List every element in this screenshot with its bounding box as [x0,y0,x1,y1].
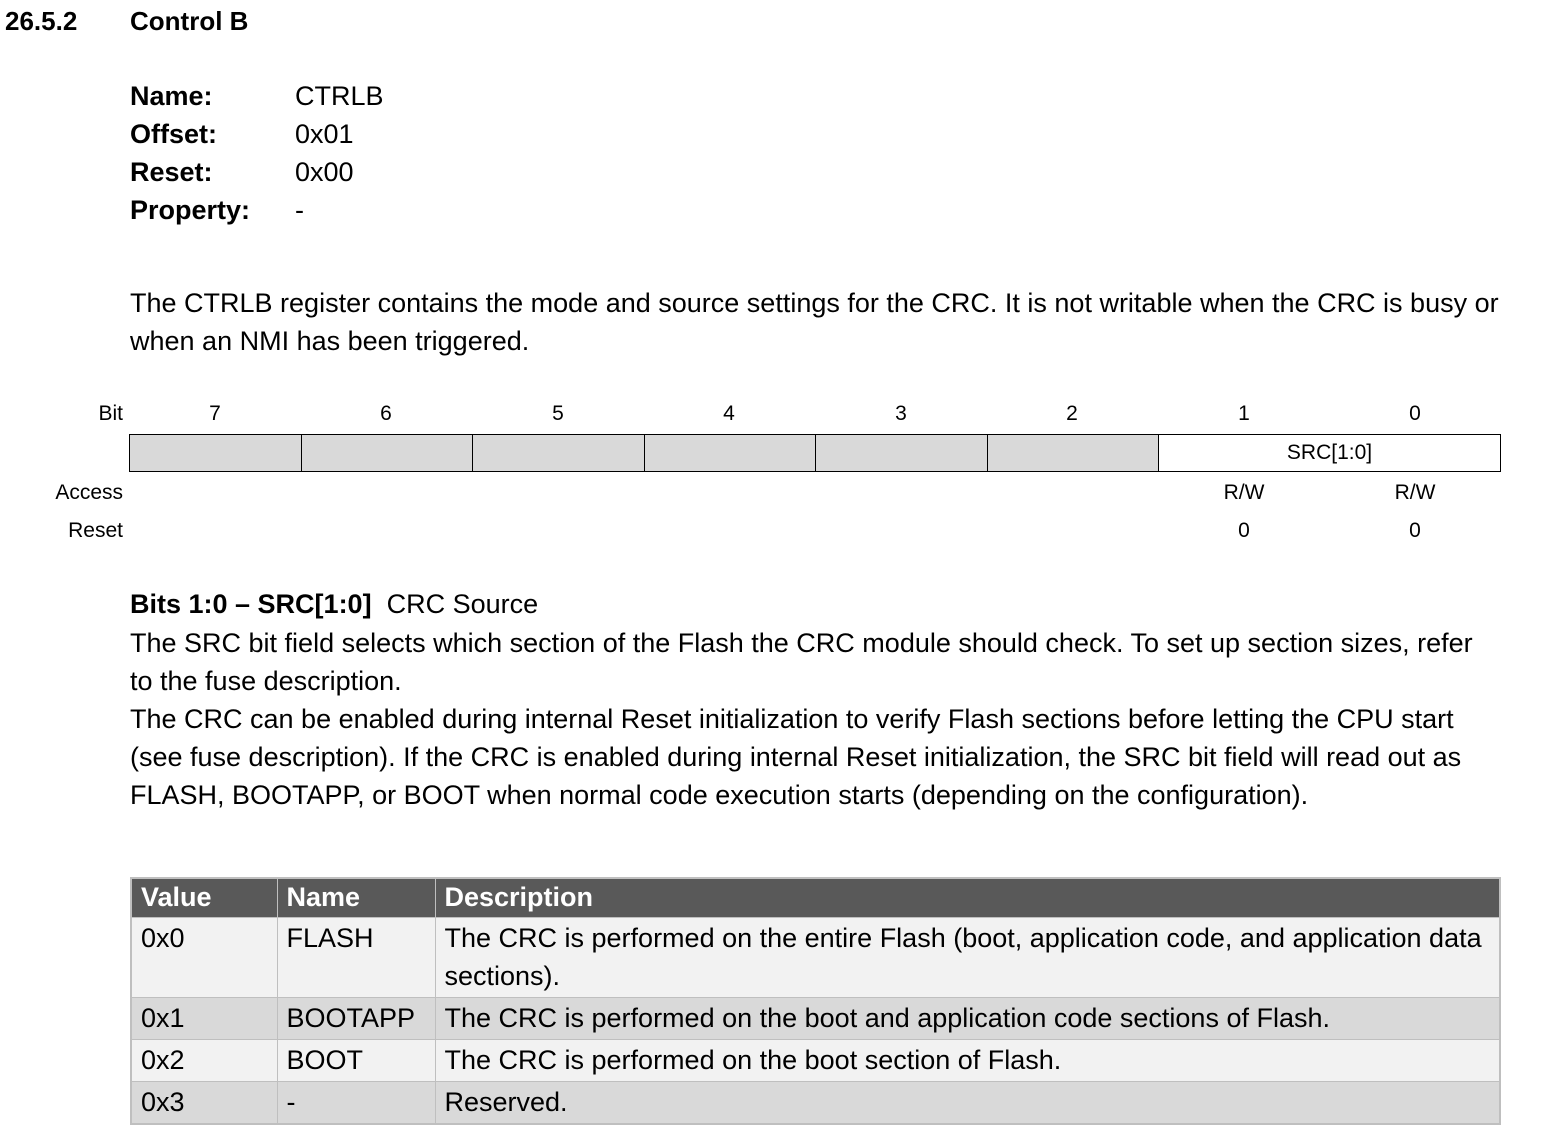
table-header-row [131,878,1500,918]
bit-cell-2-reserved [987,434,1159,472]
cell-value: 0x3 [131,1082,277,1125]
bit-cell-4-reserved [644,434,816,472]
table-row [131,998,1500,1040]
cell-description: The CRC is performed on the boot section of Flash. [435,1040,1500,1082]
cell-name: BOOTAPP [277,998,435,1040]
table-row [131,1082,1500,1125]
cell-name: FLASH [277,918,435,998]
bit-cell-5-reserved [472,434,645,472]
meta-value-property: - [295,195,304,225]
header-value: Value [131,878,277,918]
access-bit-1: R/W [1223,481,1265,504]
bit-cell-3-reserved [815,434,988,472]
bits-paragraph-2: The CRC can be enabled during internal Reset initialization to verify Flash sections before letting the CPU start (see fuse description). If the CRC is enabled during internal Reset initialization, the SRC bit field will read out as FLASH, BOOTAPP, or BOOT when normal code execution starts (depending on the configuration). [130,704,1462,810]
cell-description: The CRC is performed on the entire Flash (boot, application code, and application data sections). [435,918,1500,998]
access-bit-0: R/W [1394,481,1436,504]
cell-value: 0x2 [131,1040,277,1082]
cell-value: 0x0 [131,918,277,998]
bits-paragraph-1: The SRC bit field selects which section of the Flash the CRC module should check. To set up section sizes, refer to the fuse description. [130,628,1473,696]
section-title: Control B [130,6,249,36]
bit-number-3: 3 [895,402,907,425]
bit-number-2: 2 [1066,402,1078,425]
bit-number-4: 4 [723,402,735,425]
bit-number-7: 7 [209,402,221,425]
bits-heading [130,585,1510,623]
bits-heading-field: Bits 1:0 – SRC[1:0] [130,589,372,619]
bit-row-label: Bit [98,402,123,425]
meta-value-offset: 0x01 [295,119,354,149]
cell-name: BOOT [277,1040,435,1082]
reset-bit-1: 0 [1238,519,1250,542]
bit-field-src: SRC[1:0] [1158,434,1501,472]
bit-number-6: 6 [380,402,392,425]
src-value-table [130,877,1501,1125]
meta-label-reset: Reset: [130,157,213,187]
cell-value: 0x1 [131,998,277,1040]
table-row [131,918,1500,998]
meta-label-offset: Offset: [130,119,217,149]
reset-bit-0: 0 [1409,519,1421,542]
cell-description: Reserved. [435,1082,1500,1125]
bit-cell-7-reserved [129,434,302,472]
bit-cell-6-reserved [301,434,473,472]
table-row [131,1040,1500,1082]
cell-description: The CRC is performed on the boot and application code sections of Flash. [435,998,1500,1040]
bits-heading-desc: CRC Source [386,589,539,619]
access-row-label: Access [55,481,123,504]
header-description: Description [435,878,1500,918]
intro-paragraph: The CTRLB register contains the mode and source settings for the CRC. It is not writable when the CRC is busy or when an NMI has been triggered. [130,288,1499,356]
cell-name: - [277,1082,435,1125]
bit-number-0: 0 [1409,402,1421,425]
meta-label-property: Property: [130,195,251,225]
header-name: Name [277,878,435,918]
meta-value-reset: 0x00 [295,157,354,187]
reset-row-label: Reset [68,519,123,542]
meta-value-name: CTRLB [295,81,384,111]
meta-label-name: Name: [130,81,213,111]
section-number: 26.5.2 [5,6,78,36]
bit-number-5: 5 [552,402,564,425]
bit-number-1: 1 [1238,402,1250,425]
